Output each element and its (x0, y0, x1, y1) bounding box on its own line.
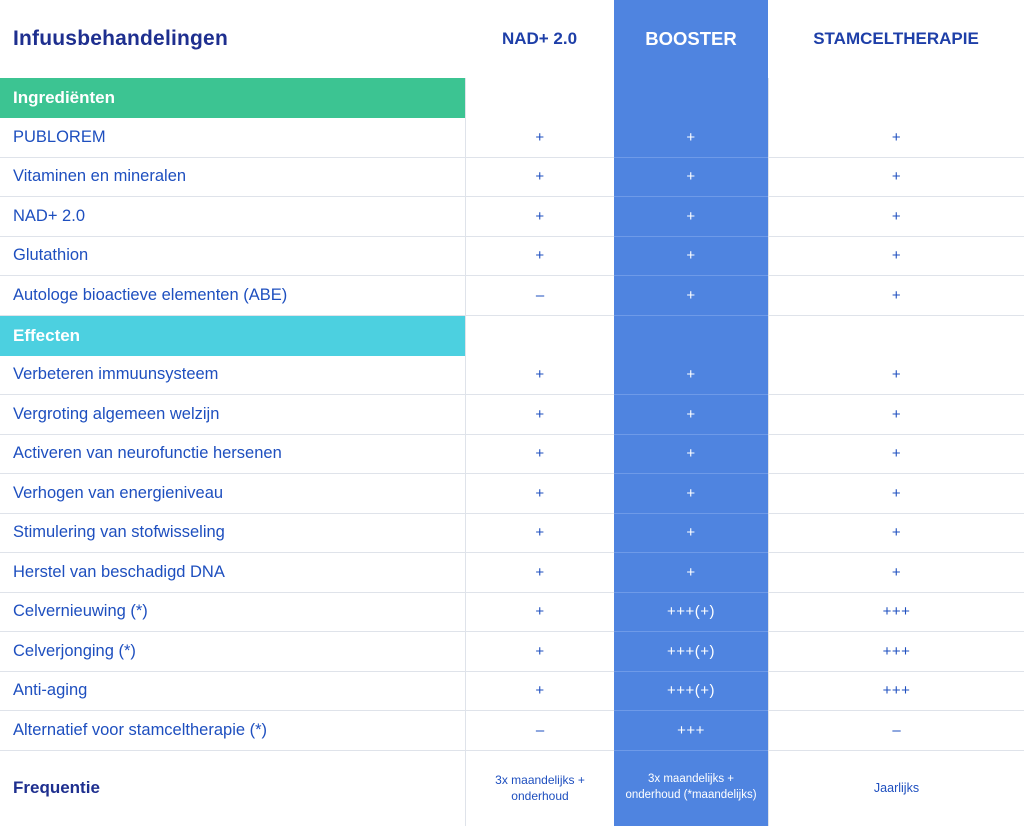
row-value-stamcel: + (768, 395, 1024, 435)
table-row (0, 158, 1024, 198)
row-value-nad: + (465, 593, 614, 633)
row-value-stamcel: + (768, 514, 1024, 554)
row-label: Alternatief voor stamceltherapie (*) (0, 711, 465, 751)
row-value-nad: + (465, 118, 614, 158)
table-title: Infuusbehandelingen (0, 0, 465, 78)
frequency-value-nad: 3x maandelijks + onderhoud (465, 751, 614, 826)
table-row (0, 672, 1024, 712)
section-spacer-nad (465, 316, 614, 356)
row-label: Verbeteren immuunsysteem (0, 356, 465, 396)
row-value-stamcel: + (768, 356, 1024, 396)
table-row (0, 356, 1024, 396)
row-value-nad: + (465, 158, 614, 198)
row-value-nad: + (465, 632, 614, 672)
row-value-booster: +++(+) (614, 672, 768, 712)
section-spacer-stamcel (768, 78, 1024, 118)
table-row (0, 514, 1024, 554)
row-value-stamcel: + (768, 237, 1024, 277)
row-value-booster: + (614, 395, 768, 435)
row-value-booster: + (614, 118, 768, 158)
row-value-stamcel: + (768, 553, 1024, 593)
row-label: Stimulering van stofwisseling (0, 514, 465, 554)
row-label: PUBLOREM (0, 118, 465, 158)
row-value-stamcel: – (768, 711, 1024, 751)
row-value-booster: +++ (614, 711, 768, 751)
row-value-booster: + (614, 197, 768, 237)
row-value-nad: + (465, 395, 614, 435)
row-value-booster: + (614, 237, 768, 277)
row-value-nad: + (465, 237, 614, 277)
row-value-nad: + (465, 435, 614, 475)
table-row (0, 593, 1024, 633)
row-value-nad: + (465, 672, 614, 712)
row-value-nad: – (465, 711, 614, 751)
row-value-nad: + (465, 553, 614, 593)
table-row (0, 553, 1024, 593)
section-title-effecten: Effecten (0, 316, 465, 356)
table-row (0, 395, 1024, 435)
section-spacer-booster (614, 78, 768, 118)
row-value-booster: + (614, 356, 768, 396)
row-label: Vitaminen en mineralen (0, 158, 465, 198)
row-label: Activeren van neurofunctie hersenen (0, 435, 465, 475)
row-value-nad: – (465, 276, 614, 316)
row-value-nad: + (465, 474, 614, 514)
table-row (0, 197, 1024, 237)
section-header-effecten (0, 316, 1024, 356)
row-label: Anti-aging (0, 672, 465, 712)
section-title-ingredienten: Ingrediënten (0, 78, 465, 118)
row-value-stamcel: + (768, 118, 1024, 158)
row-value-booster: +++(+) (614, 632, 768, 672)
row-value-nad: + (465, 197, 614, 237)
row-value-nad: + (465, 514, 614, 554)
section-spacer-booster (614, 316, 768, 356)
row-label: Verhogen van energieniveau (0, 474, 465, 514)
row-value-nad: + (465, 356, 614, 396)
column-header-nad: NAD+ 2.0 (465, 0, 614, 78)
row-label: Vergroting algemeen welzijn (0, 395, 465, 435)
section-spacer-stamcel (768, 316, 1024, 356)
row-value-stamcel: + (768, 197, 1024, 237)
row-value-booster: + (614, 158, 768, 198)
row-label: Herstel van beschadigd DNA (0, 553, 465, 593)
row-value-booster: +++(+) (614, 593, 768, 633)
row-value-booster: + (614, 474, 768, 514)
table-row (0, 118, 1024, 158)
row-label: Glutathion (0, 237, 465, 277)
row-value-stamcel: +++ (768, 672, 1024, 712)
row-label: Celvernieuwing (*) (0, 593, 465, 633)
section-spacer-nad (465, 78, 614, 118)
row-value-booster: + (614, 435, 768, 475)
table-row (0, 711, 1024, 751)
column-header-stamcel: STAMCELTHERAPIE (768, 0, 1024, 78)
row-value-booster: + (614, 514, 768, 554)
table-row (0, 276, 1024, 316)
row-value-booster: + (614, 553, 768, 593)
table-header-row (0, 0, 1024, 78)
row-value-booster: + (614, 276, 768, 316)
row-value-stamcel: + (768, 158, 1024, 198)
table-row (0, 474, 1024, 514)
row-value-stamcel: +++ (768, 632, 1024, 672)
frequency-label: Frequentie (0, 751, 465, 826)
row-value-stamcel: + (768, 276, 1024, 316)
row-value-stamcel: + (768, 474, 1024, 514)
frequency-value-stamcel: Jaarlijks (768, 751, 1024, 826)
frequency-value-booster: 3x maandelijks + onderhoud (*maandelijks) (614, 751, 768, 826)
row-value-stamcel: +++ (768, 593, 1024, 633)
table-row (0, 237, 1024, 277)
section-header-ingredienten (0, 78, 1024, 118)
row-label: NAD+ 2.0 (0, 197, 465, 237)
frequency-row (0, 751, 1024, 826)
table-row (0, 435, 1024, 475)
row-label: Autologe bioactieve elementen (ABE) (0, 276, 465, 316)
row-label: Celverjonging (*) (0, 632, 465, 672)
table-row (0, 632, 1024, 672)
row-value-stamcel: + (768, 435, 1024, 475)
column-header-booster: BOOSTER (614, 0, 768, 78)
